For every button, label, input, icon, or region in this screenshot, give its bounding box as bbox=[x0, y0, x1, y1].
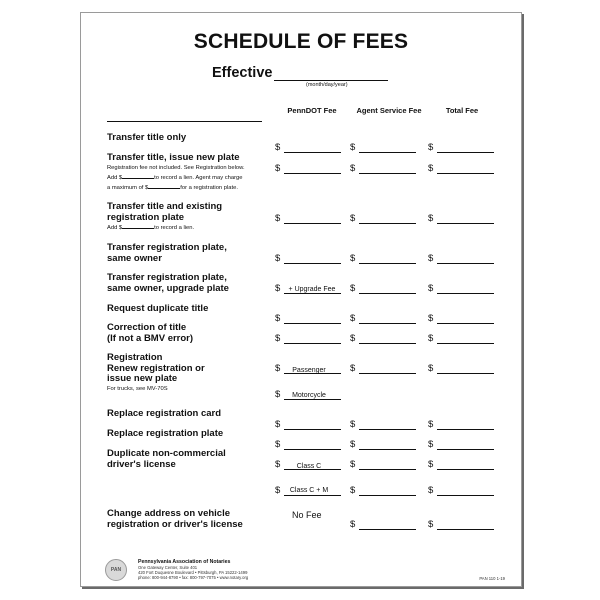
dollar-sign: $ bbox=[350, 363, 356, 374]
row-note: Add $ to record a lien. bbox=[107, 225, 195, 231]
dollar-sign: $ bbox=[428, 333, 434, 344]
fee-blank-line[interactable] bbox=[284, 173, 341, 174]
dollar-sign: $ bbox=[350, 459, 356, 470]
dollar-sign: $ bbox=[350, 485, 356, 496]
replace-registration-plate-agent-service-fee-field[interactable] bbox=[350, 439, 416, 451]
fee-blank-line[interactable] bbox=[359, 469, 416, 470]
fee-blank-line[interactable] bbox=[284, 152, 341, 153]
fee-blank-line[interactable] bbox=[359, 263, 416, 264]
row-label: Change address on vehicle bbox=[107, 508, 231, 519]
row-registration bbox=[107, 353, 277, 394]
row-note: For trucks, see MV-70S bbox=[107, 385, 168, 392]
dollar-sign: $ bbox=[350, 142, 356, 153]
transfer-title-new-plate-agent-service-fee-field[interactable] bbox=[350, 163, 416, 175]
dollar-sign: $ bbox=[275, 313, 281, 324]
row-note: Add $ to record a lien. Agent may charge bbox=[107, 174, 243, 181]
dollar-sign: $ bbox=[275, 213, 281, 224]
row-label: issue new plate bbox=[107, 373, 178, 384]
fee-blank-line[interactable] bbox=[284, 263, 341, 264]
dollar-sign: $ bbox=[275, 439, 281, 450]
row-label: Registration bbox=[107, 352, 163, 363]
fee-blank-line[interactable] bbox=[437, 495, 494, 496]
fee-blank-line[interactable] bbox=[437, 293, 494, 294]
transfer-title-existing-plate-agent-service-fee-field[interactable] bbox=[350, 213, 416, 225]
duplicate-license-class-c-penndot-fee-field[interactable] bbox=[275, 459, 341, 471]
row-duplicate-title bbox=[107, 304, 277, 315]
row-label: registration or driver's license bbox=[107, 518, 243, 530]
transfer-title-existing-plate-total-fee-field[interactable] bbox=[428, 213, 494, 225]
passenger-caption: Passenger bbox=[292, 367, 326, 374]
fee-blank-line[interactable] bbox=[359, 223, 416, 224]
fee-blank-line[interactable] bbox=[437, 469, 494, 470]
row-label: Request duplicate title bbox=[107, 303, 209, 314]
dollar-sign: $ bbox=[428, 363, 434, 374]
dollar-sign: $ bbox=[428, 439, 434, 450]
dollar-sign: $ bbox=[275, 142, 281, 153]
fee-blank-line[interactable] bbox=[437, 529, 494, 530]
change-address-agent-service-fee-field[interactable] bbox=[350, 519, 416, 531]
row-label: Correction of title bbox=[107, 322, 187, 333]
fee-blank-line[interactable] bbox=[437, 263, 494, 264]
footer bbox=[105, 559, 505, 583]
transfer-title-only-agent-service-fee-field[interactable] bbox=[350, 142, 416, 154]
replace-registration-plate-total-fee-field[interactable] bbox=[428, 439, 494, 451]
fee-blank-line[interactable] bbox=[284, 373, 341, 374]
row-label: Transfer title and existing bbox=[107, 201, 223, 212]
fee-blank-line[interactable] bbox=[359, 373, 416, 374]
dollar-sign: $ bbox=[350, 333, 356, 344]
fee-blank-line[interactable] bbox=[437, 152, 494, 153]
duplicate-title-penndot-fee-field[interactable] bbox=[275, 313, 341, 325]
dollar-sign: $ bbox=[350, 213, 356, 224]
registration-passenger-agent-service-fee-field[interactable] bbox=[350, 363, 416, 375]
dollar-sign: $ bbox=[275, 283, 281, 294]
transfer-title-only-penndot-fee-field[interactable] bbox=[275, 142, 341, 154]
dollar-sign: $ bbox=[428, 142, 434, 153]
fee-blank-line[interactable] bbox=[437, 173, 494, 174]
fee-blank-line[interactable] bbox=[359, 173, 416, 174]
row-label: Renew registration or bbox=[107, 362, 205, 374]
effective-date-hint: (month/day/year) bbox=[306, 82, 348, 88]
column-header-total-fee: Total Fee bbox=[445, 106, 479, 115]
org-name: Pennsylvania Association of Notaries bbox=[138, 559, 231, 565]
dollar-sign: $ bbox=[428, 163, 434, 174]
fee-blank-line[interactable] bbox=[284, 469, 341, 470]
dollar-sign: $ bbox=[428, 419, 434, 430]
duplicate-license-class-c-m-total-fee-field[interactable] bbox=[428, 485, 494, 497]
fee-blank-line[interactable] bbox=[284, 429, 341, 430]
lien-fee-blank[interactable] bbox=[122, 173, 154, 179]
lien-fee-blank[interactable] bbox=[122, 223, 154, 229]
transfer-reg-same-owner-total-fee-field[interactable] bbox=[428, 253, 494, 265]
fee-schedule-sheet bbox=[80, 12, 522, 587]
transfer-reg-same-owner-penndot-fee-field[interactable] bbox=[275, 253, 341, 265]
dollar-sign: $ bbox=[275, 333, 281, 344]
row-transfer-title-new-plate bbox=[107, 153, 277, 193]
fee-blank-line[interactable] bbox=[437, 323, 494, 324]
row-label: Transfer registration plate, bbox=[107, 272, 227, 283]
dollar-sign: $ bbox=[350, 313, 356, 324]
fee-blank-line[interactable] bbox=[284, 343, 341, 344]
duplicate-license-class-c-m-penndot-fee-field[interactable] bbox=[275, 485, 341, 497]
row-label: same owner, upgrade plate bbox=[107, 282, 229, 294]
fee-blank-line[interactable] bbox=[359, 293, 416, 294]
dollar-sign: $ bbox=[275, 253, 281, 264]
row-transfer-reg-same-owner bbox=[107, 243, 277, 264]
fee-blank-line[interactable] bbox=[437, 223, 494, 224]
fee-blank-line[interactable] bbox=[437, 373, 494, 374]
registration-motorcycle-penndot-fee-field[interactable] bbox=[275, 389, 341, 401]
replace-registration-plate-penndot-fee-field[interactable] bbox=[275, 439, 341, 451]
dollar-sign: $ bbox=[350, 419, 356, 430]
fee-blank-line[interactable] bbox=[359, 429, 416, 430]
row-label: Transfer title, issue new plate bbox=[107, 152, 240, 163]
correction-of-title-penndot-fee-field[interactable] bbox=[275, 333, 341, 345]
row-label: same owner bbox=[107, 252, 162, 264]
dollar-sign: $ bbox=[428, 253, 434, 264]
dollar-sign: $ bbox=[428, 459, 434, 470]
transfer-reg-upgrade-total-fee-field[interactable] bbox=[428, 283, 494, 295]
pan-logo: PAN bbox=[105, 559, 127, 581]
correction-of-title-agent-service-fee-field[interactable] bbox=[350, 333, 416, 345]
dollar-sign: $ bbox=[275, 363, 281, 374]
dollar-sign: $ bbox=[428, 485, 434, 496]
fee-blank-line[interactable] bbox=[359, 529, 416, 530]
duplicate-license-class-c-total-fee-field[interactable] bbox=[428, 459, 494, 471]
transfer-title-only-total-fee-field[interactable] bbox=[428, 142, 494, 154]
fee-blank-line[interactable] bbox=[284, 399, 341, 400]
dollar-sign: $ bbox=[428, 213, 434, 224]
org-contact-line: phone: 800-944-8790 • fax: 800-797-7075 • www.notary.org bbox=[138, 575, 249, 580]
motorcycle-caption: Motorcycle bbox=[292, 392, 326, 399]
fee-blank-line[interactable] bbox=[437, 343, 494, 344]
row-label: Transfer title only bbox=[107, 132, 187, 143]
fee-blank-line[interactable] bbox=[284, 293, 341, 294]
row-label: Duplicate non-commercial bbox=[107, 448, 226, 459]
duplicate-title-total-fee-field[interactable] bbox=[428, 313, 494, 325]
transfer-reg-same-owner-agent-service-fee-field[interactable] bbox=[350, 253, 416, 265]
row-duplicate-drivers-license bbox=[107, 449, 277, 470]
fee-blank-line[interactable] bbox=[359, 323, 416, 324]
dollar-sign: $ bbox=[350, 519, 356, 530]
fee-blank-line[interactable] bbox=[359, 343, 416, 344]
row-correction-of-title bbox=[107, 323, 277, 344]
fee-blank-line[interactable] bbox=[359, 449, 416, 450]
dollar-sign: $ bbox=[275, 419, 281, 430]
dollar-sign: $ bbox=[350, 163, 356, 174]
fee-blank-line[interactable] bbox=[437, 429, 494, 430]
upgrade-fee-caption: + Upgrade Fee bbox=[288, 286, 336, 293]
row-label: registration plate bbox=[107, 211, 185, 223]
fee-blank-line[interactable] bbox=[359, 495, 416, 496]
form-number: PAN 110 1-19 bbox=[479, 576, 505, 581]
dollar-sign: $ bbox=[428, 283, 434, 294]
org-address-line: One Gateway Center, Suite 401 bbox=[138, 565, 198, 570]
transfer-title-new-plate-penndot-fee-field[interactable] bbox=[275, 163, 341, 175]
row-transfer-title-existing-plate bbox=[107, 202, 277, 233]
row-label: (If not a BMV error) bbox=[107, 332, 194, 344]
row-label: Replace registration plate bbox=[107, 428, 224, 439]
row-label: Transfer registration plate, bbox=[107, 242, 227, 253]
dollar-sign: $ bbox=[275, 459, 281, 470]
row-change-address bbox=[107, 509, 277, 530]
registration-passenger-penndot-fee-field[interactable] bbox=[275, 363, 341, 375]
replace-registration-card-total-fee-field[interactable] bbox=[428, 419, 494, 431]
dollar-sign: $ bbox=[428, 313, 434, 324]
row-transfer-title-only bbox=[107, 133, 277, 144]
dollar-sign: $ bbox=[275, 163, 281, 174]
duplicate-title-agent-service-fee-field[interactable] bbox=[350, 313, 416, 325]
no-fee-text: No Fee bbox=[292, 510, 322, 520]
row-note: a maximum of $ for a registration plate. bbox=[107, 184, 238, 191]
fee-blank-line[interactable] bbox=[284, 449, 341, 450]
replace-registration-card-agent-service-fee-field[interactable] bbox=[350, 419, 416, 431]
transfer-title-existing-plate-penndot-fee-field[interactable] bbox=[275, 213, 341, 225]
dollar-sign: $ bbox=[350, 253, 356, 264]
duplicate-license-class-c-m-agent-service-fee-field[interactable] bbox=[350, 485, 416, 497]
row-note: Registration fee not included. See Registration below. bbox=[107, 164, 245, 171]
row-transfer-reg-upgrade bbox=[107, 273, 277, 294]
plate-fee-blank[interactable] bbox=[148, 183, 180, 189]
row-replace-registration-plate bbox=[107, 429, 277, 440]
column-header-agent-service-fee: Agent Service Fee bbox=[356, 106, 422, 115]
row-label: Replace registration card bbox=[107, 408, 222, 419]
fee-blank-line[interactable] bbox=[359, 152, 416, 153]
change-address-total-fee-field[interactable] bbox=[428, 519, 494, 531]
page-title: SCHEDULE OF FEES bbox=[193, 30, 409, 53]
transfer-title-new-plate-total-fee-field[interactable] bbox=[428, 163, 494, 175]
fee-blank-line[interactable] bbox=[284, 495, 341, 496]
effective-date-block bbox=[212, 65, 392, 93]
fee-blank-line[interactable] bbox=[284, 223, 341, 224]
org-address-line: 420 Fort Duquesne Boulevard • Pittsburgh, PA 15222-1499 bbox=[138, 570, 248, 575]
dollar-sign: $ bbox=[350, 283, 356, 294]
row-replace-registration-card bbox=[107, 409, 277, 420]
header-rule bbox=[107, 121, 262, 122]
class-c-caption: Class C bbox=[296, 463, 322, 470]
column-header-penndot-fee: PennDOT Fee bbox=[287, 106, 337, 115]
row-label: driver's license bbox=[107, 458, 176, 470]
class-c-m-caption: Class C + M bbox=[289, 487, 329, 494]
dollar-sign: $ bbox=[275, 485, 281, 496]
duplicate-license-class-c-agent-service-fee-field[interactable] bbox=[350, 459, 416, 471]
dollar-sign: $ bbox=[350, 439, 356, 450]
registration-passenger-total-fee-field[interactable] bbox=[428, 363, 494, 375]
transfer-reg-upgrade-penndot-fee-field[interactable] bbox=[275, 283, 341, 295]
fee-blank-line[interactable] bbox=[437, 449, 494, 450]
transfer-reg-upgrade-agent-service-fee-field[interactable] bbox=[350, 283, 416, 295]
fee-blank-line[interactable] bbox=[284, 323, 341, 324]
effective-label: Effective bbox=[212, 65, 273, 81]
correction-of-title-total-fee-field[interactable] bbox=[428, 333, 494, 345]
effective-date-field[interactable] bbox=[274, 80, 388, 81]
dollar-sign: $ bbox=[275, 389, 281, 400]
dollar-sign: $ bbox=[428, 519, 434, 530]
replace-registration-card-penndot-fee-field[interactable] bbox=[275, 419, 341, 431]
